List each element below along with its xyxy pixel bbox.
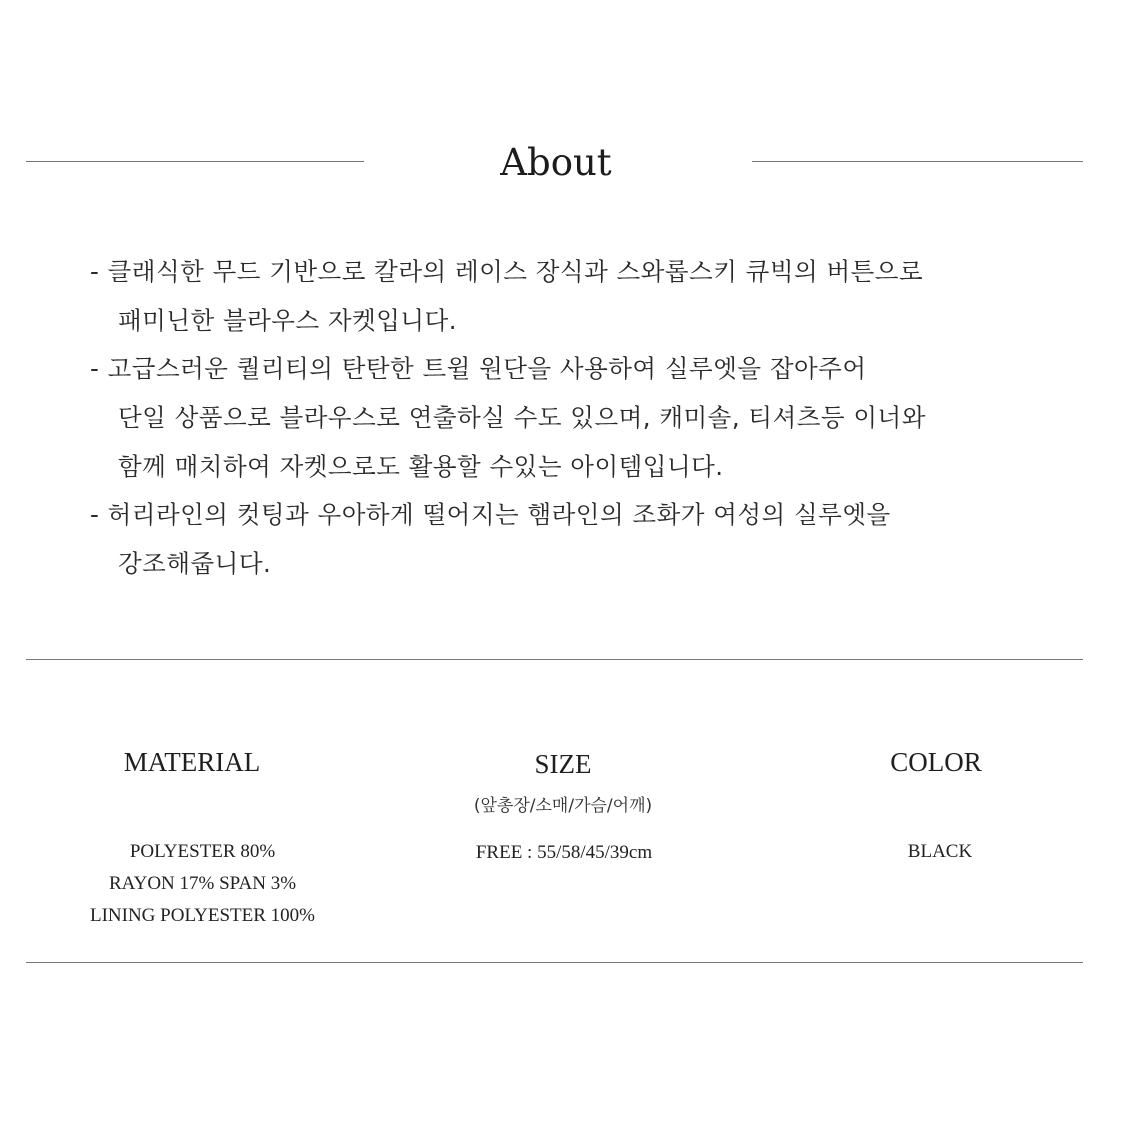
description-line: 패미닌한 블라우스 자켓입니다. [118, 305, 458, 335]
color-value: BLACK [907, 841, 973, 862]
description-line: - 허리라인의 컷팅과 우아하게 떨어지는 햄라인의 조화가 여성의 실루엣을 [90, 500, 891, 530]
color-values [840, 836, 1040, 868]
about-title: About [500, 141, 612, 184]
about-divider-left [26, 161, 364, 162]
about-description [90, 248, 1050, 589]
material-value: POLYESTER 80% [129, 841, 276, 862]
size-heading: SIZE [534, 749, 592, 779]
description-line: - 고급스러운 퀄리티의 탄탄한 트윌 원단을 사용하여 실루엣을 잡아주어 [90, 354, 867, 384]
size-subheading: (앞총장/소매/가슴/어깨) [473, 796, 653, 816]
description-line: 함께 매치하여 자켓으로도 활용할 수있는 아이템입니다. [118, 451, 724, 481]
color-heading: COLOR [890, 747, 982, 777]
material-values [50, 836, 355, 932]
material-value: RAYON 17% SPAN 3% [108, 873, 297, 894]
size-values [404, 837, 724, 869]
size-value: FREE : 55/58/45/39cm [475, 842, 653, 863]
description-line: - 클래식한 무드 기반으로 칼라의 레이스 장식과 스와롭스키 큐빅의 버튼으로 [90, 257, 924, 286]
specs-divider-top [26, 659, 1083, 660]
material-heading: MATERIAL [123, 747, 261, 777]
about-divider-right [752, 161, 1083, 162]
description-line: 단일 상품으로 블라우스로 연출하실 수도 있으며, 캐미솔, 티셔츠등 이너와 [118, 403, 926, 433]
description-line: 강조해줍니다. [118, 549, 272, 579]
material-value: LINING POLYESTER 100% [89, 905, 316, 926]
specs-divider-bottom [26, 962, 1083, 963]
